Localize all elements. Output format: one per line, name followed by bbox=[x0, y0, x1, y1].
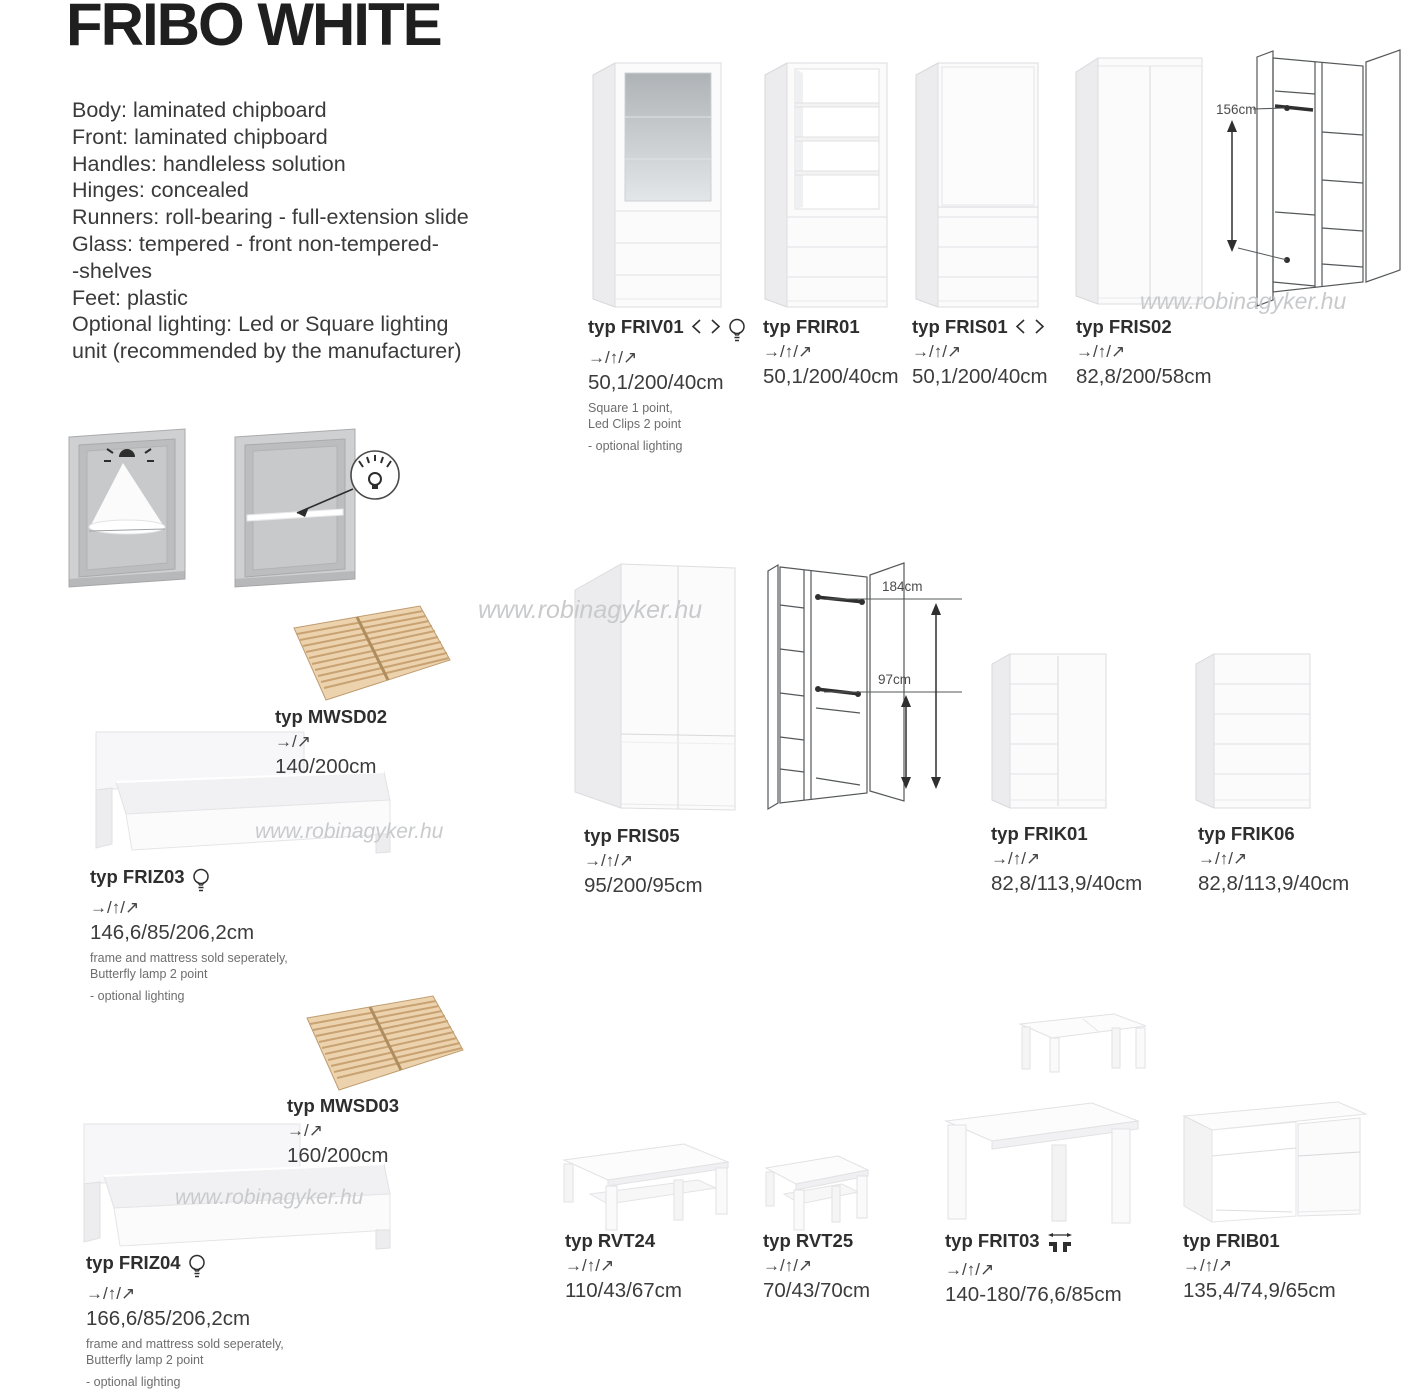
dimensions: 82,8/200/58cm bbox=[1076, 365, 1212, 388]
spec-line: Runners: roll-bearing - full-extension slide bbox=[72, 205, 469, 230]
dimensions: 50,1/200/40cm bbox=[912, 365, 1048, 388]
product-name: typ FRIZ04 bbox=[86, 1252, 181, 1273]
product-name: typ FRIT03 bbox=[945, 1230, 1040, 1251]
dimensions: 50,1/200/40cm bbox=[588, 371, 724, 394]
frir01-product-image bbox=[757, 55, 887, 313]
product-label-frir01 bbox=[763, 316, 899, 389]
frik01-product-image bbox=[986, 648, 1111, 818]
dimensions: 166,6/85/206,2cm bbox=[86, 1307, 251, 1330]
spec-line: Feet: plastic bbox=[72, 285, 188, 310]
watermark: www.robinagyker.hu bbox=[255, 820, 444, 843]
product-label-frik06 bbox=[1198, 823, 1349, 896]
dim-184: 184cm bbox=[882, 579, 923, 594]
mwsd02-product-image bbox=[252, 596, 457, 714]
dimensions: 70/43/70cm bbox=[763, 1279, 871, 1302]
dimensions: 135,4/74,9/65cm bbox=[1183, 1279, 1336, 1302]
page-title: FRIBO WHITE bbox=[66, 0, 441, 58]
product-label-frik01 bbox=[991, 823, 1142, 896]
spec-line: Optional lighting: Led or Square lighting bbox=[72, 312, 449, 337]
dimension-arrows: →/↑/↗ bbox=[763, 342, 813, 361]
dimensions: 82,8/113,9/40cm bbox=[991, 872, 1143, 895]
product-label-fris05 bbox=[584, 825, 703, 898]
door-opening-icon bbox=[691, 318, 721, 335]
lighting-note: - optional lighting bbox=[86, 1375, 181, 1389]
product-name: typ FRIS05 bbox=[584, 825, 680, 846]
product-note: Square 1 point, bbox=[588, 401, 673, 415]
product-name: typ FRIS01 bbox=[912, 316, 1008, 337]
product-name: typ FRIK01 bbox=[991, 823, 1088, 844]
product-label-fris02 bbox=[1076, 316, 1212, 389]
frik06-product-image bbox=[1190, 648, 1315, 818]
product-name: typ FRIK06 bbox=[1198, 823, 1295, 844]
spec-line: unit (recommended by the manufacturer) bbox=[72, 339, 462, 364]
dim-156: 156cm bbox=[1216, 102, 1257, 117]
rvt25-product-image bbox=[760, 1146, 875, 1236]
product-name: typ MWSD02 bbox=[275, 706, 388, 727]
mwsd03-product-image bbox=[265, 986, 470, 1104]
product-name: typ FRIS02 bbox=[1076, 316, 1172, 337]
product-label-friv01 bbox=[588, 316, 746, 453]
product-name: typ FRIB01 bbox=[1183, 1230, 1280, 1251]
spec-line: Front: laminated chipboard bbox=[72, 124, 328, 149]
door-opening-icon bbox=[1015, 318, 1045, 335]
dimension-arrows: →/↑/↗ bbox=[991, 849, 1041, 868]
product-note: Led Clips 2 point bbox=[588, 417, 682, 431]
material-specs bbox=[72, 97, 469, 365]
watermark: www.robinagyker.hu bbox=[175, 1186, 364, 1209]
spec-line: Handles: handleless solution bbox=[72, 151, 346, 176]
dimensions: 110/43/67cm bbox=[565, 1279, 683, 1302]
dimension-arrows: →/↑/↗ bbox=[912, 342, 962, 361]
fris01-product-image bbox=[906, 55, 1041, 313]
product-label-friz03 bbox=[90, 866, 288, 1003]
dimensions: 50,1/200/40cm bbox=[763, 365, 899, 388]
rvt24-product-image bbox=[556, 1136, 736, 1236]
frit03-extended-image bbox=[1016, 1010, 1151, 1075]
product-note: frame and mattress sold seperately, bbox=[86, 1337, 284, 1351]
product-name: typ RVT24 bbox=[565, 1230, 656, 1251]
watermark: www.robinagyker.hu bbox=[1140, 288, 1347, 314]
product-label-mwsd02 bbox=[275, 706, 387, 779]
product-name: typ FRIZ03 bbox=[90, 866, 185, 887]
dimension-arrows: →/↑/↗ bbox=[584, 851, 634, 870]
dimension-arrows: →/↑/↗ bbox=[90, 898, 140, 917]
spec-line: Hinges: concealed bbox=[72, 178, 249, 203]
product-label-mwsd03 bbox=[287, 1095, 399, 1168]
bulb-icon bbox=[728, 318, 746, 344]
dimension-arrows: →/↑/↗ bbox=[565, 1256, 615, 1275]
fris05-interior-diagram bbox=[766, 553, 971, 817]
lighting-note: - optional lighting bbox=[90, 989, 185, 1003]
watermark: www.robinagyker.hu bbox=[478, 596, 703, 624]
product-label-frib01 bbox=[1183, 1230, 1336, 1303]
extendable-table-icon bbox=[1047, 1232, 1073, 1256]
dim-97: 97cm bbox=[878, 672, 912, 687]
product-name: typ FRIV01 bbox=[588, 316, 684, 337]
product-note: Butterfly lamp 2 point bbox=[90, 967, 208, 981]
dimension-arrows: →/↑/↗ bbox=[1076, 342, 1126, 361]
bulb-icon bbox=[188, 1254, 206, 1280]
product-name: typ RVT25 bbox=[763, 1230, 854, 1251]
product-label-rvt24 bbox=[565, 1230, 682, 1303]
product-note: Butterfly lamp 2 point bbox=[86, 1353, 204, 1367]
dimensions: 82,8/113,9/40cm bbox=[1198, 872, 1350, 895]
dimension-arrows: →/↗ bbox=[275, 732, 311, 751]
dimension-arrows: →/↑/↗ bbox=[1198, 849, 1248, 868]
product-label-fris01 bbox=[912, 316, 1048, 389]
dimensions: 140-180/76,6/85cm bbox=[945, 1283, 1122, 1306]
dimensions: 95/200/95cm bbox=[584, 874, 703, 897]
bulb-icon bbox=[192, 868, 210, 894]
dimension-arrows: →/↑/↗ bbox=[945, 1260, 995, 1279]
dimension-arrows: →/↑/↗ bbox=[763, 1256, 813, 1275]
dimension-arrows: →/↗ bbox=[287, 1121, 323, 1140]
dimension-arrows: →/↑/↗ bbox=[1183, 1256, 1233, 1275]
product-label-friz04 bbox=[86, 1252, 284, 1389]
frib01-product-image bbox=[1180, 1098, 1370, 1233]
dimension-arrows: →/↑/↗ bbox=[588, 348, 638, 367]
spec-line: Glass: tempered - front non-tempered- bbox=[72, 231, 439, 256]
spec-line: Body: laminated chipboard bbox=[72, 98, 327, 122]
product-label-frit03 bbox=[945, 1230, 1122, 1307]
lighting-schematic-image bbox=[55, 415, 410, 595]
dimensions: 146,6/85/206,2cm bbox=[90, 921, 255, 944]
product-note: frame and mattress sold seperately, bbox=[90, 951, 288, 965]
product-label-rvt25 bbox=[763, 1230, 870, 1303]
dimension-arrows: →/↑/↗ bbox=[86, 1284, 136, 1303]
fris02-product-image bbox=[1068, 50, 1203, 312]
lighting-note: - optional lighting bbox=[588, 439, 683, 453]
fris02-interior-diagram bbox=[1196, 42, 1401, 320]
dimensions: 160/200cm bbox=[287, 1144, 389, 1167]
spec-line: -shelves bbox=[72, 258, 153, 283]
friv01-product-image bbox=[583, 55, 728, 313]
product-name: typ FRIR01 bbox=[763, 316, 860, 337]
frit03-product-image bbox=[940, 1095, 1145, 1235]
product-name: typ MWSD03 bbox=[287, 1095, 400, 1116]
dimensions: 140/200cm bbox=[275, 755, 377, 778]
